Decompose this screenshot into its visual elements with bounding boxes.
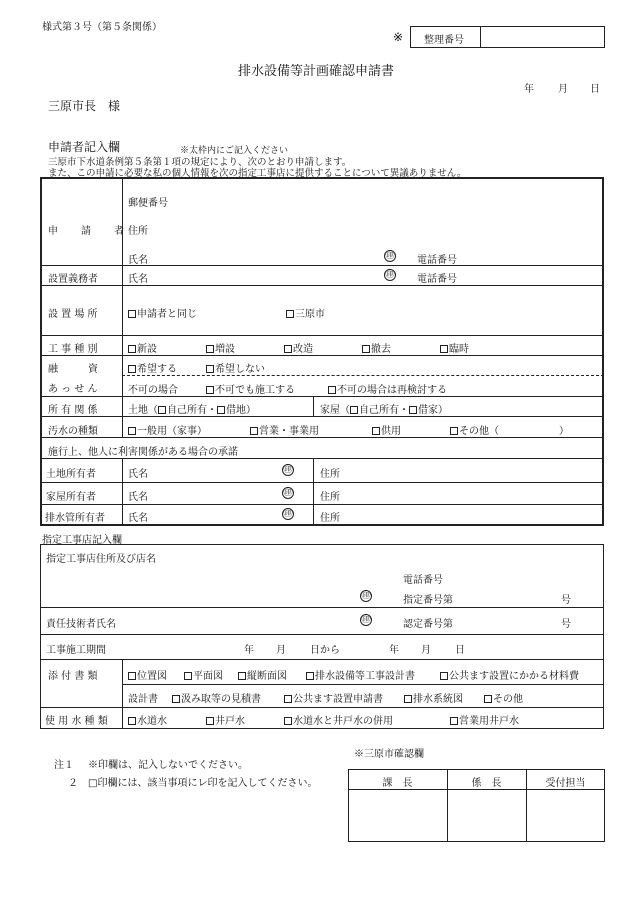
reference-number-label: 整理番号	[424, 35, 464, 46]
seal-icon: ㊞	[283, 488, 293, 498]
water-combined[interactable]: 水道水と井戸水の併用	[284, 712, 393, 727]
pipe-owner-address: 住所	[320, 513, 340, 524]
attach-plan[interactable]: 平面図	[184, 667, 223, 682]
checkbox-icon[interactable]	[409, 406, 417, 414]
location-same-option[interactable]: 申請者と同じ	[128, 305, 197, 320]
intro-line-2: また、この申請に必要な私の個人情報を次の指定工事店に提供することについて異議ありません。	[48, 168, 467, 179]
work-type-label: 工 事 種 別	[48, 344, 98, 355]
kome-mark: ※	[393, 30, 404, 44]
checkbox-icon[interactable]	[206, 345, 214, 353]
certification-number-label: 認定番号第	[403, 619, 453, 630]
attach-design-doc[interactable]: 排水設備等工事設計書	[306, 667, 415, 682]
date-year: 年	[524, 84, 534, 95]
applicant-label: 申 請 者	[48, 226, 124, 237]
date-day: 日	[590, 84, 600, 95]
checkbox-icon[interactable]	[128, 717, 136, 725]
water-type-label: 使 用 水 種 類	[45, 716, 108, 727]
attach-location-map[interactable]: 位置図	[128, 667, 167, 682]
location-city-option[interactable]: 三原市	[286, 305, 325, 320]
attach-basin-application[interactable]: 公共ます設置申請書	[284, 690, 383, 705]
sewage-general[interactable]: 一般用（家事）	[128, 422, 207, 437]
checkbox-icon[interactable]	[450, 717, 458, 725]
loan-label-2: あ っ せ ん	[48, 384, 98, 395]
checkbox-icon[interactable]	[172, 695, 180, 703]
checkbox-icon[interactable]	[440, 672, 448, 680]
checkbox-icon[interactable]	[128, 427, 136, 435]
applicant-section-note: ※太枠内にご記入ください	[180, 146, 289, 156]
city-confirm-col-receiver: 受付担当	[545, 778, 586, 789]
contractor-shop-label: 指定工事店住所及び店名	[46, 554, 156, 565]
sewage-shared[interactable]: 供用	[372, 422, 401, 437]
period-day-2: 日	[455, 645, 465, 656]
sewage-business[interactable]: 営業・事業用	[250, 422, 319, 437]
ownership-label: 所 有 関 係	[48, 405, 98, 416]
checkbox-icon[interactable]	[238, 672, 246, 680]
checkbox-icon[interactable]	[284, 717, 292, 725]
seal-icon: ㊞	[283, 465, 293, 475]
loan-proceed[interactable]: 不可でも施工する	[206, 381, 295, 396]
checkbox-icon[interactable]	[440, 345, 448, 353]
attach-other[interactable]: その他	[484, 690, 523, 705]
note-1: ※印欄は、記入しないでください。	[88, 760, 248, 771]
checkbox-icon[interactable]	[217, 406, 225, 414]
designated-number-suffix: 号	[561, 595, 571, 606]
attach-row2-prefix: 設計書	[128, 694, 158, 705]
checkbox-icon[interactable]	[250, 427, 258, 435]
checkbox-icon[interactable]	[206, 365, 214, 373]
checkbox-icon[interactable]	[284, 695, 292, 703]
engineer-label: 責任技術者氏名	[46, 619, 116, 630]
sewage-other-close: ）	[559, 426, 569, 437]
period-label: 工事施工期間	[46, 645, 106, 656]
obligor-name-label: 氏名	[128, 274, 148, 285]
checkbox-icon[interactable]	[128, 672, 136, 680]
addressee: 三原市長 様	[48, 99, 121, 113]
water-business-well[interactable]: 営業用井戸水	[450, 712, 519, 727]
note-2-head: ２	[68, 778, 78, 789]
city-confirm-col-subchief: 係 長	[471, 778, 502, 789]
loan-label-1: 融 資	[48, 364, 98, 375]
land-owner-address: 住所	[320, 469, 340, 480]
checkbox-icon[interactable]	[206, 717, 214, 725]
work-type-add[interactable]: 増設	[206, 340, 235, 355]
checkbox-icon[interactable]	[328, 386, 336, 394]
work-type-remove[interactable]: 撤去	[362, 340, 391, 355]
applicant-address-label: 住所	[128, 226, 148, 237]
checkbox-icon[interactable]	[404, 695, 412, 703]
period-day-1: 日から	[310, 645, 340, 656]
note-2: □印欄には、該当事項にレ印を記入してください。	[88, 778, 318, 789]
period-year-1: 年	[244, 645, 254, 656]
note-1-head: 注１	[54, 760, 74, 771]
attach-estimate[interactable]: 汲み取等の見積書	[172, 690, 261, 705]
reference-number-input[interactable]	[482, 28, 603, 46]
obligor-label: 設置義務者	[48, 274, 98, 285]
certification-number-suffix: 号	[561, 619, 571, 630]
seal-icon: ㊞	[361, 591, 371, 601]
period-month-1: 月	[276, 645, 286, 656]
loan-wish[interactable]: 希望する	[128, 360, 177, 375]
pipe-owner-label: 排水管所有者	[45, 513, 105, 524]
water-tap[interactable]: 水道水	[128, 712, 167, 727]
water-well[interactable]: 井戸水	[206, 712, 245, 727]
seal-icon: ㊞	[361, 615, 371, 625]
checkbox-icon[interactable]	[158, 406, 166, 414]
land-owner-label: 土地所有者	[46, 469, 96, 480]
checkbox-icon[interactable]	[484, 695, 492, 703]
work-type-new[interactable]: 新設	[128, 340, 157, 355]
applicant-phone-label: 電話番号	[417, 255, 457, 266]
form-title: 排水設備等計画確認申請書	[238, 64, 395, 79]
intro-line-1: 三原市下水道条例第５条第１項の規定により、次のとおり申請します。	[48, 157, 352, 168]
city-confirm-col-chief: 課 長	[382, 778, 413, 789]
date-month: 月	[558, 84, 568, 95]
attach-section[interactable]: 縦断面図	[238, 667, 287, 682]
attach-drain-system[interactable]: 排水系統図	[404, 690, 463, 705]
obligor-phone-label: 電話番号	[417, 274, 457, 285]
location-label: 設 置 場 所	[48, 309, 98, 320]
checkbox-icon[interactable]	[284, 345, 292, 353]
loan-if-not: 不可の場合	[128, 385, 178, 396]
attachments-label: 添 付 書 類	[48, 671, 98, 682]
checkbox-icon[interactable]	[372, 427, 380, 435]
checkbox-icon[interactable]	[128, 310, 136, 318]
period-month-2: 月	[421, 645, 431, 656]
seal-icon: ㊞	[385, 270, 395, 280]
applicant-section-heading: 申請者記入欄	[48, 140, 121, 154]
checkbox-icon[interactable]	[362, 345, 370, 353]
postal-code-label: 郵便番号	[128, 198, 168, 209]
seal-icon: ㊞	[385, 251, 395, 261]
checkbox-icon[interactable]	[128, 345, 136, 353]
work-type-temp[interactable]: 臨時	[440, 340, 469, 355]
city-confirm-title: ※三原市確認欄	[354, 749, 424, 760]
period-year-2: 年	[389, 645, 399, 656]
house-owner-label: 家屋所有者	[46, 492, 96, 503]
contractor-section-heading: 指定工事店記入欄	[42, 535, 122, 546]
land-owner-name: 氏名	[128, 469, 148, 480]
loan-reconsider[interactable]: 不可の場合は再検討する	[328, 381, 447, 396]
checkbox-icon[interactable]	[350, 406, 358, 414]
house-owner-address: 住所	[320, 492, 340, 503]
form-number: 様式第３号（第５条関係）	[42, 22, 162, 33]
consent-heading: 施行上、他人に利害関係がある場合の承諾	[48, 447, 238, 458]
designated-number-label: 指定番号第	[403, 595, 453, 606]
house-ownership[interactable]: 家屋（ 自己所有・ 借家）	[320, 405, 448, 416]
land-ownership[interactable]: 土地（ 自己所有・ 借地）	[128, 405, 256, 416]
work-type-modify[interactable]: 改造	[284, 340, 313, 355]
sewage-type-label: 汚水の種類	[48, 426, 98, 437]
sewage-other[interactable]: その他（	[450, 422, 499, 437]
checkbox-icon[interactable]	[450, 427, 458, 435]
checkbox-icon[interactable]	[184, 672, 192, 680]
checkbox-icon[interactable]	[306, 672, 314, 680]
checkbox-icon[interactable]	[128, 365, 136, 373]
applicant-name-label: 氏名	[128, 255, 148, 266]
seal-icon: ㊞	[283, 509, 293, 519]
checkbox-icon[interactable]	[286, 310, 294, 318]
contractor-phone-label: 電話番号	[403, 575, 443, 586]
house-owner-name: 氏名	[128, 492, 148, 503]
checkbox-icon[interactable]	[206, 386, 214, 394]
pipe-owner-name: 氏名	[128, 513, 148, 524]
attach-material-cost[interactable]: 公共ます設置にかかる材料費	[440, 667, 579, 682]
loan-no-wish[interactable]: 希望しない	[206, 360, 265, 375]
